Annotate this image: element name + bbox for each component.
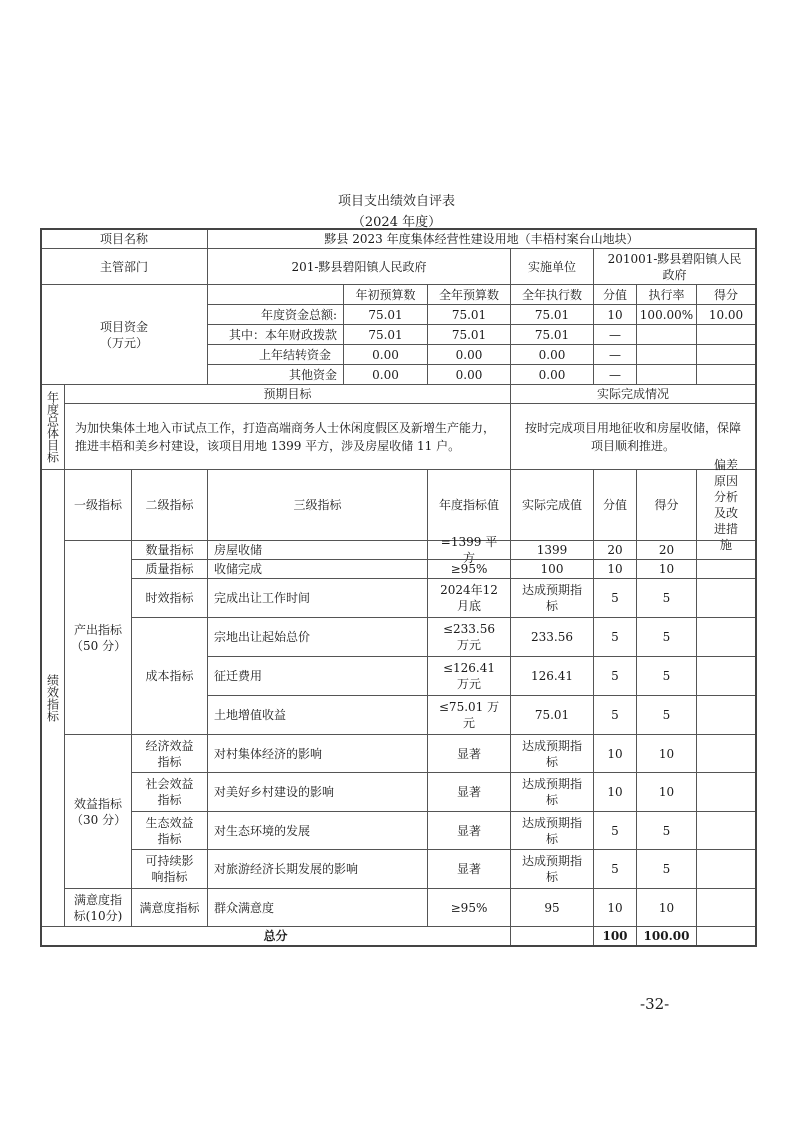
- indicator-name: 房屋收储: [207, 540, 428, 560]
- indicator-actual: 95: [510, 888, 594, 927]
- indicator-target: 显著: [427, 811, 511, 850]
- funding-row-score-value: 10: [593, 304, 637, 325]
- indicator-score-value: 5: [593, 617, 637, 657]
- total-actual: [510, 926, 594, 946]
- indicator-score-value: 20: [593, 540, 637, 560]
- indicator-score: 10: [636, 559, 697, 579]
- indicator-name: 土地增值收益: [207, 695, 428, 735]
- funding-row-score-value: —: [593, 324, 637, 345]
- project-name-label: 项目名称: [40, 228, 208, 249]
- indicator-name: 收储完成: [207, 559, 428, 579]
- level1-benefit: 效益指标（30 分）: [64, 734, 132, 889]
- impl-unit-label: 实施单位: [510, 248, 594, 285]
- funding-col-score: 得分: [696, 284, 756, 305]
- expected-goal-text: 为加快集体土地入市试点工作，打造高端商务人士休闲度假区及新增生产能力，推进丰梧和美乡村建设，该项目用地 1399 平方，涉及房屋收储 11 户。: [64, 403, 511, 470]
- funding-row-executed: 75.01: [510, 324, 594, 345]
- indicator-score: 10: [636, 772, 697, 812]
- expected-goal-label: 预期目标: [64, 384, 511, 404]
- level2-social: 社会效益指标: [131, 772, 208, 812]
- indicator-target: ≤233.56 万元: [427, 617, 511, 657]
- indicator-target: 显著: [427, 849, 511, 889]
- level2-timeliness: 时效指标: [131, 578, 208, 618]
- total-deviation: [696, 926, 756, 946]
- funding-row-score: [696, 364, 756, 385]
- project-name-value: 黟县 2023 年度集体经营性建设用地（丰梧村案台山地块）: [207, 228, 756, 249]
- funding-col-executed: 全年执行数: [510, 284, 594, 305]
- indicator-score: 5: [636, 656, 697, 696]
- funding-row-score: 10.00: [696, 304, 756, 325]
- dept-label: 主管部门: [40, 248, 208, 285]
- indicator-actual: 达成预期指标: [510, 734, 594, 773]
- impl-unit-value: 201001-黟县碧阳镇人民政府: [593, 248, 756, 285]
- perf-col-score-value: 分值: [593, 469, 637, 541]
- funding-row-rate: 100.00%: [636, 304, 697, 325]
- indicator-deviation: [696, 695, 756, 735]
- indicator-score-value: 5: [593, 656, 637, 696]
- perf-col-level2: 二级指标: [131, 469, 208, 541]
- indicator-actual: 1399: [510, 540, 594, 560]
- indicator-name: 征迁费用: [207, 656, 428, 696]
- indicator-actual: 126.41: [510, 656, 594, 696]
- perf-col-target: 年度指标值: [427, 469, 511, 541]
- perf-col-score: 得分: [636, 469, 697, 541]
- indicator-actual: 达成预期指标: [510, 772, 594, 812]
- indicator-target: ≥95%: [427, 559, 511, 579]
- indicator-target: 显著: [427, 734, 511, 773]
- funding-row-executed: 0.00: [510, 364, 594, 385]
- indicator-deviation: [696, 772, 756, 812]
- funding-col-rate: 执行率: [636, 284, 697, 305]
- funding-row-score: [696, 344, 756, 365]
- funding-row-initial: 0.00: [343, 344, 428, 365]
- perf-col-level3: 三级指标: [207, 469, 428, 541]
- level2-ecological: 生态效益指标: [131, 811, 208, 850]
- indicator-score-value: 10: [593, 772, 637, 812]
- indicator-name: 对旅游经济长期发展的影响: [207, 849, 428, 889]
- actual-completion-text: 按时完成项目用地征收和房屋收储，保障项目顺利推进。: [510, 403, 756, 470]
- document-subtitle: （2024 年度）: [351, 215, 442, 230]
- level1-satisfaction: 满意度指标(10分): [64, 888, 132, 927]
- funding-row-initial: 75.01: [343, 324, 428, 345]
- funding-row-executed: 75.01: [510, 304, 594, 325]
- indicator-name: 对生态环境的发展: [207, 811, 428, 850]
- funding-row-score-value: —: [593, 344, 637, 365]
- indicator-actual: 233.56: [510, 617, 594, 657]
- funding-label-line1: 项目资金: [99, 319, 148, 334]
- indicator-actual: 达成预期指标: [510, 811, 594, 850]
- funding-row-name: 其他资金: [207, 364, 344, 385]
- indicator-name: 群众满意度: [207, 888, 428, 927]
- indicator-target: ≥95%: [427, 888, 511, 927]
- indicator-deviation: [696, 656, 756, 696]
- indicator-actual: 达成预期指标: [510, 578, 594, 618]
- indicator-target: 2024年12月底: [427, 578, 511, 618]
- indicator-deviation: [696, 811, 756, 850]
- funding-row-executed: 0.00: [510, 344, 594, 365]
- funding-row-annual: 0.00: [427, 364, 511, 385]
- indicator-score-value: 5: [593, 849, 637, 889]
- funding-row-annual: 75.01: [427, 304, 511, 325]
- funding-row-initial: 0.00: [343, 364, 428, 385]
- funding-label-line2: （万元）: [99, 335, 148, 350]
- document-title: 项目支出绩效自评表: [337, 194, 455, 209]
- indicator-score-value: 5: [593, 578, 637, 618]
- indicator-name: 完成出让工作时间: [207, 578, 428, 618]
- indicator-score: 5: [636, 849, 697, 889]
- performance-side-label: 绩效指标: [40, 469, 65, 927]
- indicator-target: 显著: [427, 772, 511, 812]
- indicator-score-value: 10: [593, 734, 637, 773]
- indicator-deviation: [696, 849, 756, 889]
- indicator-actual: 达成预期指标: [510, 849, 594, 889]
- page-number: -32-: [640, 995, 670, 1013]
- funding-row-rate: [636, 324, 697, 345]
- indicator-score: 5: [636, 695, 697, 735]
- total-score: 100.00: [636, 926, 697, 946]
- total-score-value: 100: [593, 926, 637, 946]
- funding-col-score-value: 分值: [593, 284, 637, 305]
- indicator-score-value: 5: [593, 695, 637, 735]
- indicator-score: 10: [636, 734, 697, 773]
- level2-quality: 质量指标: [131, 559, 208, 579]
- indicator-target: ≤75.01 万元: [427, 695, 511, 735]
- indicator-name: 对美好乡村建设的影响: [207, 772, 428, 812]
- funding-row-annual: 0.00: [427, 344, 511, 365]
- indicator-name: 对村集体经济的影响: [207, 734, 428, 773]
- level2-sustainable: 可持续影响指标: [131, 849, 208, 889]
- funding-row-name: 其中：本年财政拨款: [207, 324, 344, 345]
- funding-row-rate: [636, 344, 697, 365]
- funding-row-score: [696, 324, 756, 345]
- funding-row-name: 上年结转资金: [207, 344, 344, 365]
- level2-cost: 成本指标: [131, 617, 208, 735]
- indicator-deviation: [696, 734, 756, 773]
- funding-label: [40, 284, 208, 385]
- indicator-target: ≤126.41 万元: [427, 656, 511, 696]
- funding-row-annual: 75.01: [427, 324, 511, 345]
- indicator-score-value: 5: [593, 811, 637, 850]
- goals-side-label: 年度总体目标: [40, 384, 65, 470]
- perf-col-level1: 一级指标: [64, 469, 132, 541]
- funding-row-score-value: —: [593, 364, 637, 385]
- indicator-score-value: 10: [593, 559, 637, 579]
- dept-value: 201-黟县碧阳镇人民政府: [207, 248, 511, 285]
- indicator-score: 5: [636, 617, 697, 657]
- level2-quantity: 数量指标: [131, 540, 208, 560]
- perf-col-actual: 实际完成值: [510, 469, 594, 541]
- funding-col-initial: 年初预算数: [343, 284, 428, 305]
- funding-col-annual: 全年预算数: [427, 284, 511, 305]
- funding-row-name: 年度资金总额:: [207, 304, 344, 325]
- indicator-deviation: [696, 617, 756, 657]
- level1-output: 产出指标（50 分）: [64, 540, 132, 735]
- indicator-target: =1399 平方: [427, 540, 511, 560]
- funding-row-initial: 75.01: [343, 304, 428, 325]
- indicator-deviation: [696, 578, 756, 618]
- actual-completion-label: 实际完成情况: [510, 384, 756, 404]
- indicator-score: 5: [636, 578, 697, 618]
- indicator-score: 20: [636, 540, 697, 560]
- funding-header-blank: [207, 284, 344, 305]
- funding-row-rate: [636, 364, 697, 385]
- level2-satisfaction: 满意度指标: [131, 888, 208, 927]
- indicator-actual: 75.01: [510, 695, 594, 735]
- level2-economic: 经济效益指标: [131, 734, 208, 773]
- indicator-deviation: [696, 540, 756, 560]
- indicator-deviation: [696, 559, 756, 579]
- total-label: 总分: [40, 926, 511, 946]
- indicator-name: 宗地出让起始总价: [207, 617, 428, 657]
- indicator-score: 5: [636, 811, 697, 850]
- indicator-actual: 100: [510, 559, 594, 579]
- perf-col-deviation: 偏差原因分析及改进措施: [696, 469, 756, 541]
- indicator-score-value: 10: [593, 888, 637, 927]
- indicator-deviation: [696, 888, 756, 927]
- indicator-score: 10: [636, 888, 697, 927]
